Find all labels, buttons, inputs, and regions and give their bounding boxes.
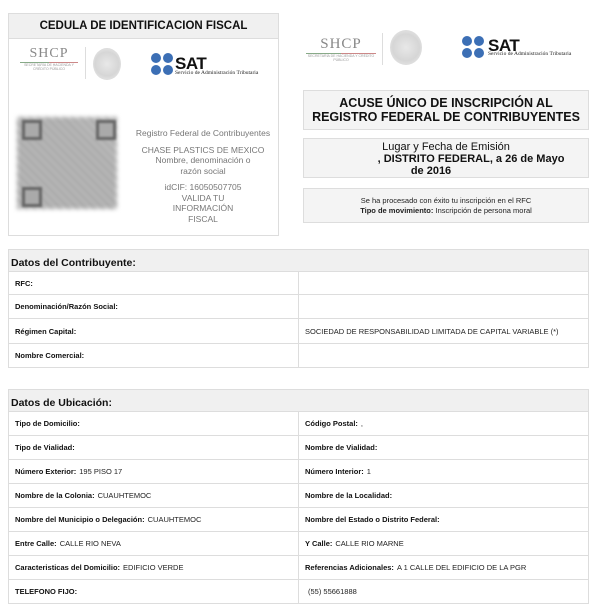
field-label: Nombre del Municipio o Delegación: [15, 515, 145, 524]
left-cell [9, 436, 299, 459]
fecha-value: de 2016 [410, 165, 452, 177]
ubicacion-section [8, 389, 589, 604]
regimen-capital-value: SOCIEDAD DE RESPONSABILIDAD LIMITADA DE CAPITAL VARIABLE (*) [305, 326, 559, 336]
field-label: Nombre de Vialidad: [305, 443, 378, 452]
right-cell [299, 460, 588, 483]
cedula-info [133, 128, 273, 224]
table-row [9, 272, 588, 295]
field-value: A 1 CALLE DEL EDIFICIO DE LA PGR [396, 563, 527, 572]
left-cell [9, 412, 299, 435]
nombre-comercial-label: Nombre Comercial: [9, 344, 299, 367]
field-value: CALLE RIO NEVA [59, 539, 121, 548]
cedula-title: CEDULA DE IDENTIFICACION FISCAL [9, 14, 278, 39]
qr-corner [22, 187, 42, 207]
qr-corner [22, 120, 42, 140]
field-value: (55) 55661888 [308, 587, 357, 596]
field-value: CUAUHTEMOC [97, 491, 152, 500]
mexico-seal-icon [390, 30, 422, 65]
field-label: Nombre de la Colonia: [15, 491, 95, 500]
movimiento-label: Tipo de movimiento: [360, 206, 434, 215]
regimen-capital-label: Régimen Capital: [9, 319, 299, 343]
nombre-comercial-value [299, 344, 588, 367]
rfc-value [299, 272, 588, 294]
sat-dots-icon [151, 53, 173, 75]
field-value: , [360, 419, 364, 428]
table-row [9, 319, 588, 344]
sat-logo-text: SAT [175, 54, 207, 73]
field-label: Nombre de la Localidad: [305, 491, 393, 500]
qr-corner [96, 120, 116, 140]
table-row [9, 556, 588, 580]
field-label: Caracteristicas del Domicilio: [15, 563, 121, 572]
sat-logo-text: SAT [488, 36, 520, 55]
sat-dots-icon [462, 36, 484, 58]
contribuyente-section [8, 249, 589, 368]
field-label: Y Calle: [305, 539, 333, 548]
procesado-box [303, 188, 589, 223]
left-cell [9, 460, 299, 483]
left-cell [9, 484, 299, 507]
field-label: Número Interior: [305, 467, 364, 476]
field-value: EDIFICIO VERDE [123, 563, 184, 572]
valida-link[interactable]: VALIDA TU INFORMACIÓN FISCAL [172, 192, 234, 224]
procesado-text: Se ha procesado con éxito tu inscripción en el RFC [360, 196, 532, 205]
acuse-title-line1: ACUSE ÚNICO DE INSCRIPCIÓN AL [339, 96, 553, 110]
table-row [9, 460, 588, 484]
field-label: Tipo de Vialidad: [15, 443, 75, 452]
table-row [9, 412, 588, 436]
field-label: Referencias Adicionales: [305, 563, 394, 572]
shcp-logo-subtitle: SECRETARÍA DE HACIENDA Y CRÉDITO PÚBLICO [307, 54, 375, 62]
left-cell [9, 556, 299, 579]
ubicacion-heading: Datos de Ubicación: [9, 390, 588, 412]
shcp-logo-right [306, 36, 376, 62]
idcif: idCIF: 16050507705 [164, 182, 242, 192]
contribuyente-heading: Datos del Contribuyente: [9, 250, 588, 272]
shcp-logo [20, 46, 78, 71]
right-cell [299, 556, 588, 579]
rfc-label: RFC: [9, 272, 299, 294]
acuse-title-line2: REGISTRO FEDERAL DE CONTRIBUYENTES [312, 110, 580, 124]
acuse-title-box [303, 90, 589, 130]
table-row [9, 484, 588, 508]
right-cell [299, 532, 588, 555]
right-cell [299, 508, 588, 531]
lugar-fecha-box [303, 138, 589, 178]
left-cell [9, 508, 299, 531]
field-label: Número Exterior: [15, 467, 77, 476]
table-row [9, 344, 588, 367]
table-row [9, 436, 588, 460]
right-cell [299, 436, 588, 459]
field-label: Nombre del Estado o Distrito Federal: [305, 515, 440, 524]
field-value: CALLE RIO MARNE [335, 539, 404, 548]
field-label: Código Postal: [305, 419, 358, 428]
sat-logo-subtitle: Servicio de Administración Tributaria [175, 70, 259, 76]
razon-social-label: Denominación/Razón Social: [9, 295, 299, 318]
mexico-seal-icon [93, 48, 121, 80]
shcp-logo-text: SHCP [29, 46, 69, 61]
right-cell [299, 412, 588, 435]
lugar-value: , DISTRITO FEDERAL, a 26 de Mayo [377, 153, 565, 165]
right-cell [299, 484, 588, 507]
shcp-logo-text: SHCP [320, 36, 362, 52]
field-label: Tipo de Domicilio: [15, 419, 80, 428]
movimiento-value: Inscripción de persona moral [435, 206, 532, 215]
lugar-label: Lugar y Fecha de Emisión [382, 141, 510, 153]
field-label: Entre Calle: [15, 539, 57, 548]
field-label: TELEFONO FIJO: [15, 587, 78, 596]
field-value: 195 PISO 17 [79, 467, 123, 476]
table-row [9, 508, 588, 532]
table-row [9, 295, 588, 319]
left-cell [9, 532, 299, 555]
field-value: CUAUHTEMOC [147, 515, 202, 524]
field-value: 1 [366, 467, 371, 476]
nombre-label: Nombre, denominación o razón social [155, 155, 251, 176]
shcp-logo-subtitle: SECRETARÍA DE HACIENDA Y CRÉDITO PÚBLICO [24, 63, 74, 71]
registro-label: Registro Federal de Contribuyentes [135, 128, 271, 138]
contribuyente-nombre: CHASE PLASTICS DE MEXICO [141, 144, 265, 155]
razon-social-value [299, 295, 588, 318]
sat-logo-subtitle: Servicio de Administración Tributaria [488, 51, 572, 57]
table-row [9, 532, 588, 556]
